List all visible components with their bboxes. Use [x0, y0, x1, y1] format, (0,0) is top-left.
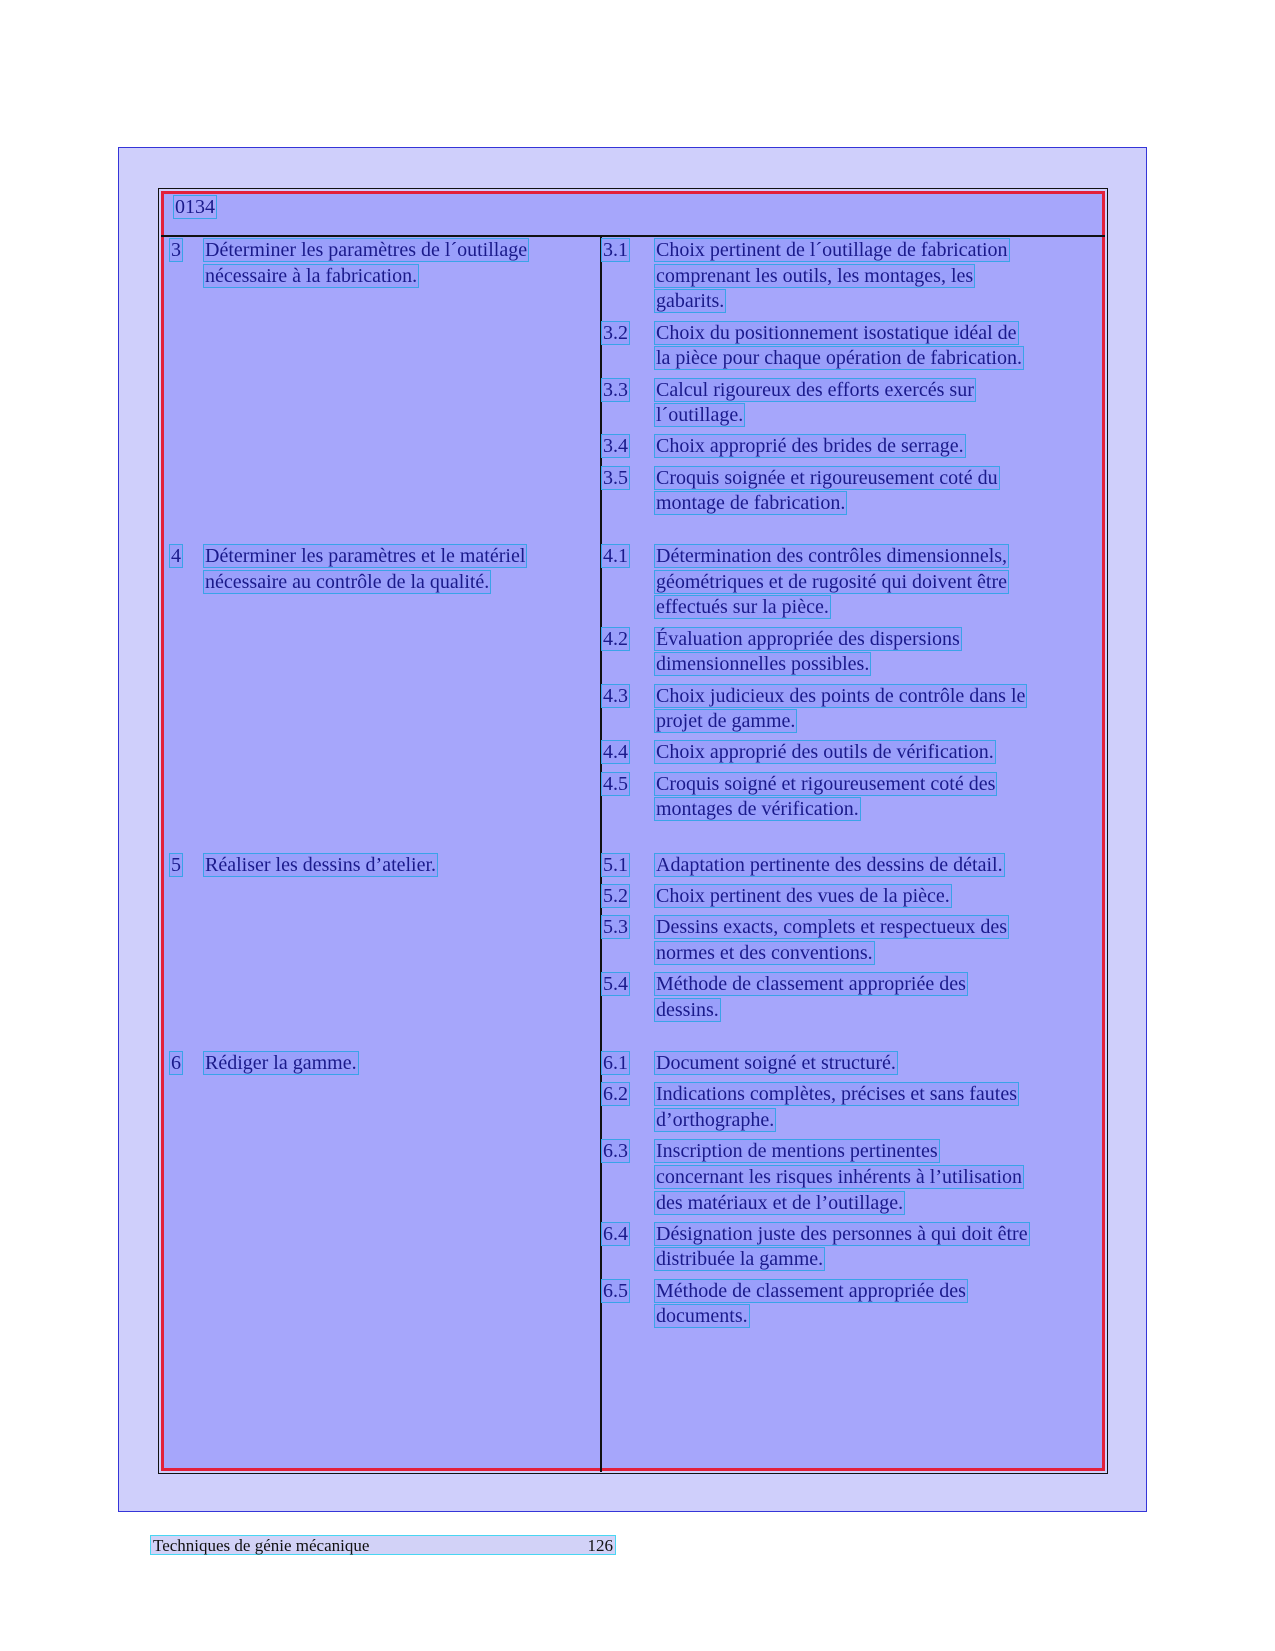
criterion-text: dessins.: [656, 999, 719, 1021]
criterion-text: Inscription de mentions pertinentes: [656, 1140, 938, 1163]
criterion-text: documents.: [656, 1305, 748, 1328]
competency-number: 3: [171, 239, 181, 261]
competency-number: 5: [171, 854, 181, 876]
criterion-number: 3.3: [603, 378, 628, 401]
criterion-number: 5.2: [603, 885, 628, 908]
competency-statement: nécessaire à la fabrication.: [205, 264, 418, 287]
competency-statement: nécessaire au contrôle de la qualité.: [205, 570, 490, 593]
competency-statement: Réaliser les dessins d’atelier.: [205, 854, 437, 876]
criterion-number: 5.4: [603, 973, 628, 996]
criterion-text: effectués sur la pièce.: [656, 596, 829, 619]
criterion-text: concernant les risques inhérents à l’utilisation: [656, 1165, 1023, 1188]
criterion-text: Choix approprié des outils de vérification.: [656, 741, 994, 764]
criterion-text: Choix approprié des brides de serrage.: [656, 435, 964, 458]
page-footer: [150, 1535, 616, 1555]
criterion-number: 4.5: [603, 772, 628, 795]
criterion-text: Méthode de classement appropriée des: [656, 1279, 966, 1302]
criterion-number: 6.5: [603, 1279, 628, 1302]
criterion-number: 4.1: [603, 545, 628, 567]
criterion-text: la pièce pour chaque opération de fabrication.: [656, 347, 1022, 370]
competency-number: 6: [171, 1052, 181, 1074]
criterion-text: montages de vérification.: [656, 798, 859, 821]
page-number: 126: [587, 1536, 613, 1555]
criterion-text: Indications complètes, précises et sans fautes: [656, 1083, 1017, 1106]
criterion-text: normes et des conventions.: [656, 942, 873, 965]
criterion-number: 6.4: [603, 1222, 628, 1245]
footer-title: Techniques de génie mécanique: [153, 1536, 370, 1555]
competency-statement: Déterminer les paramètres de l´outillage: [205, 239, 528, 261]
criterion-text: des matériaux et de l’outillage.: [656, 1191, 904, 1214]
competency-number: 4: [171, 545, 181, 567]
criterion-number: 3.4: [603, 435, 628, 458]
criterion-text: dimensionnelles possibles.: [656, 653, 870, 676]
section-code: 0134: [175, 196, 215, 218]
competency-statement: Déterminer les paramètres et le matériel: [205, 545, 526, 567]
criterion-number: 6.3: [603, 1140, 628, 1163]
criterion-text: Adaptation pertinente des dessins de détail.: [656, 854, 1003, 876]
criterion-text: Choix pertinent des vues de la pièce.: [656, 885, 950, 908]
criterion-text: Méthode de classement appropriée des: [656, 973, 966, 996]
criterion-number: 5.1: [603, 854, 628, 876]
criterion-number: 4.3: [603, 684, 628, 707]
criterion-text: Croquis soigné et rigoureusement coté des: [656, 772, 996, 795]
header-divider: [161, 235, 1105, 237]
criterion-text: projet de gamme.: [656, 710, 796, 733]
criterion-text: Calcul rigoureux des efforts exercés sur: [656, 378, 974, 401]
criterion-text: distribuée la gamme.: [656, 1248, 824, 1271]
criterion-number: 5.3: [603, 916, 628, 939]
criterion-text: géométriques et de rugosité qui doivent être: [656, 570, 1008, 593]
criterion-text: comprenant les outils, les montages, les: [656, 264, 974, 287]
criterion-text: d’orthographe.: [656, 1108, 775, 1131]
criterion-text: Désignation juste des personnes à qui doit être: [656, 1222, 1028, 1245]
criterion-number: 6.2: [603, 1083, 628, 1106]
criterion-number: 3.1: [603, 239, 628, 261]
criterion-text: Évaluation appropriée des dispersions: [656, 627, 960, 650]
criterion-text: Choix du positionnement isostatique idéal de: [656, 321, 1017, 344]
criterion-text: Document soigné et structuré.: [656, 1052, 896, 1074]
criterion-text: gabarits.: [656, 290, 725, 313]
criterion-text: montage de fabrication.: [656, 492, 846, 515]
criterion-text: Choix judicieux des points de contrôle dans le: [656, 684, 1026, 707]
criterion-text: Croquis soignée et rigoureusement coté du: [656, 466, 998, 489]
criterion-number: 3.5: [603, 466, 628, 489]
criterion-text: Dessins exacts, complets et respectueux des: [656, 916, 1008, 939]
criterion-text: Détermination des contrôles dimensionnels,: [656, 545, 1008, 567]
criterion-number: 3.2: [603, 321, 628, 344]
criterion-number: 4.4: [603, 741, 628, 764]
criterion-text: l´outillage.: [656, 404, 744, 427]
competency-statement: Rédiger la gamme.: [205, 1052, 357, 1074]
criterion-number: 4.2: [603, 627, 628, 650]
criterion-number: 6.1: [603, 1052, 628, 1074]
criterion-text: Choix pertinent de l´outillage de fabrication: [656, 239, 1008, 261]
